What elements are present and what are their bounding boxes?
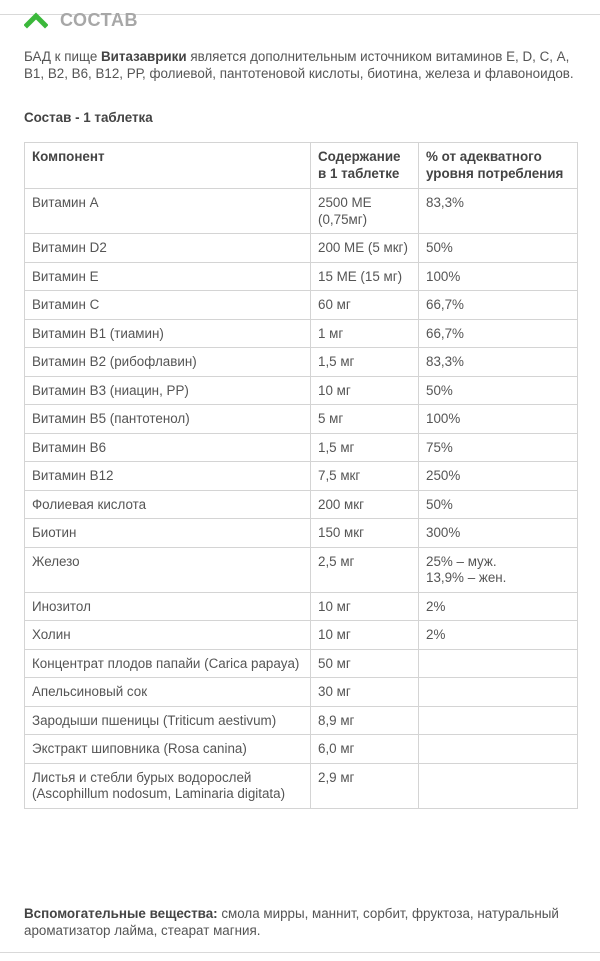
header-amount: Содержание в 1 таблетке <box>311 143 419 189</box>
cell-component: Биотин <box>25 519 311 548</box>
cell-amount: 1,5 мг <box>311 433 419 462</box>
cell-amount: 2500 МЕ (0,75мг) <box>311 189 419 234</box>
cell-component: Витамин С <box>25 291 311 320</box>
cell-percent: 300% <box>419 519 578 548</box>
excipients-text: смола мирры, маннит, сорбит, фруктоза, натуральный ароматизатор лайма, стеарат магния. <box>24 906 559 938</box>
table-row <box>25 490 578 519</box>
header-percent: % от адекватного уровня потребления <box>419 143 578 189</box>
table-row <box>25 319 578 348</box>
cell-amount: 8,9 мг <box>311 706 419 735</box>
table-row <box>25 763 578 808</box>
cell-percent: 25% – муж. 13,9% – жен. <box>419 547 578 592</box>
cell-amount: 5 мг <box>311 405 419 434</box>
table-row <box>25 547 578 592</box>
table-row <box>25 649 578 678</box>
intro-paragraph <box>24 48 580 82</box>
cell-percent: 50% <box>419 376 578 405</box>
cell-percent: 75% <box>419 433 578 462</box>
table-row <box>25 519 578 548</box>
composition-table <box>24 142 578 809</box>
cell-component: Витамин В5 (пантотенол) <box>25 405 311 434</box>
cell-amount: 1,5 мг <box>311 348 419 377</box>
section-header[interactable] <box>24 8 138 36</box>
cell-component: Концентрат плодов папайи (Carica papaya) <box>25 649 311 678</box>
intro-text-before: БАД к пище <box>24 49 102 64</box>
cell-percent <box>419 706 578 735</box>
cell-percent <box>419 649 578 678</box>
table-row <box>25 735 578 764</box>
cell-component: Холин <box>25 621 311 650</box>
table-row <box>25 405 578 434</box>
intro-text-after: является дополнительным источником витаминов Е, D, С, А, В1, В2, В6, В12, РР, фолиевой, пантотеновой кислоты, биотина, железа и флавоноидов. <box>24 49 574 81</box>
cell-amount: 50 мг <box>311 649 419 678</box>
cell-percent: 100% <box>419 405 578 434</box>
table-header-row <box>25 143 578 189</box>
cell-percent: 50% <box>419 234 578 263</box>
cell-percent: 66,7% <box>419 319 578 348</box>
section-title: СОСТАВ <box>60 9 138 30</box>
cell-percent: 50% <box>419 490 578 519</box>
cell-component: Листья и стебли бурых водорослей (Ascophillum nodosum, Laminaria digitata) <box>25 763 311 808</box>
cell-component: Витамин В2 (рибофлавин) <box>25 348 311 377</box>
cell-amount: 60 мг <box>311 291 419 320</box>
cell-component: Витамин В3 (ниацин, РР) <box>25 376 311 405</box>
table-row <box>25 433 578 462</box>
composition-subtitle: Состав - 1 таблетка <box>24 110 153 125</box>
cell-percent: 250% <box>419 462 578 491</box>
table-row <box>25 376 578 405</box>
cell-component: Фолиевая кислота <box>25 490 311 519</box>
cell-percent <box>419 763 578 808</box>
cell-amount: 6,0 мг <box>311 735 419 764</box>
table-row <box>25 348 578 377</box>
excipients-label: Вспомогательные вещества: <box>24 906 218 921</box>
table-row <box>25 262 578 291</box>
header-component: Компонент <box>25 143 311 189</box>
table-row <box>25 189 578 234</box>
cell-component: Витамин D2 <box>25 234 311 263</box>
cell-component: Экстракт шиповника (Rosa canina) <box>25 735 311 764</box>
chevron-up-icon[interactable] <box>24 10 48 30</box>
cell-amount: 2,9 мг <box>311 763 419 808</box>
cell-component: Витамин А <box>25 189 311 234</box>
table-row <box>25 234 578 263</box>
cell-amount: 30 мг <box>311 678 419 707</box>
table-row <box>25 706 578 735</box>
cell-amount: 15 МЕ (15 мг) <box>311 262 419 291</box>
table-row <box>25 621 578 650</box>
table-body <box>25 189 578 809</box>
cell-amount: 10 мг <box>311 376 419 405</box>
cell-percent: 2% <box>419 621 578 650</box>
cell-amount: 150 мкг <box>311 519 419 548</box>
brand-name: Витазаврики <box>101 49 187 64</box>
cell-component: Зародыши пшеницы (Triticum aestivum) <box>25 706 311 735</box>
table-row <box>25 291 578 320</box>
cell-component: Апельсиновый сок <box>25 678 311 707</box>
cell-percent <box>419 735 578 764</box>
cell-component: Витамин В1 (тиамин) <box>25 319 311 348</box>
cell-amount: 10 мг <box>311 621 419 650</box>
excipients-paragraph <box>24 905 580 939</box>
table-row <box>25 592 578 621</box>
cell-amount: 1 мг <box>311 319 419 348</box>
bottom-divider <box>0 952 600 953</box>
cell-component: Витамин Е <box>25 262 311 291</box>
cell-percent: 2% <box>419 592 578 621</box>
cell-percent: 83,3% <box>419 348 578 377</box>
cell-component: Инозитол <box>25 592 311 621</box>
cell-component: Витамин В6 <box>25 433 311 462</box>
table-row <box>25 678 578 707</box>
cell-amount: 7,5 мкг <box>311 462 419 491</box>
cell-percent: 66,7% <box>419 291 578 320</box>
cell-amount: 200 мкг <box>311 490 419 519</box>
cell-amount: 10 мг <box>311 592 419 621</box>
table-row <box>25 462 578 491</box>
cell-percent <box>419 678 578 707</box>
cell-amount: 200 МЕ (5 мкг) <box>311 234 419 263</box>
cell-component: Железо <box>25 547 311 592</box>
cell-percent: 100% <box>419 262 578 291</box>
cell-percent: 83,3% <box>419 189 578 234</box>
cell-component: Витамин В12 <box>25 462 311 491</box>
cell-amount: 2,5 мг <box>311 547 419 592</box>
